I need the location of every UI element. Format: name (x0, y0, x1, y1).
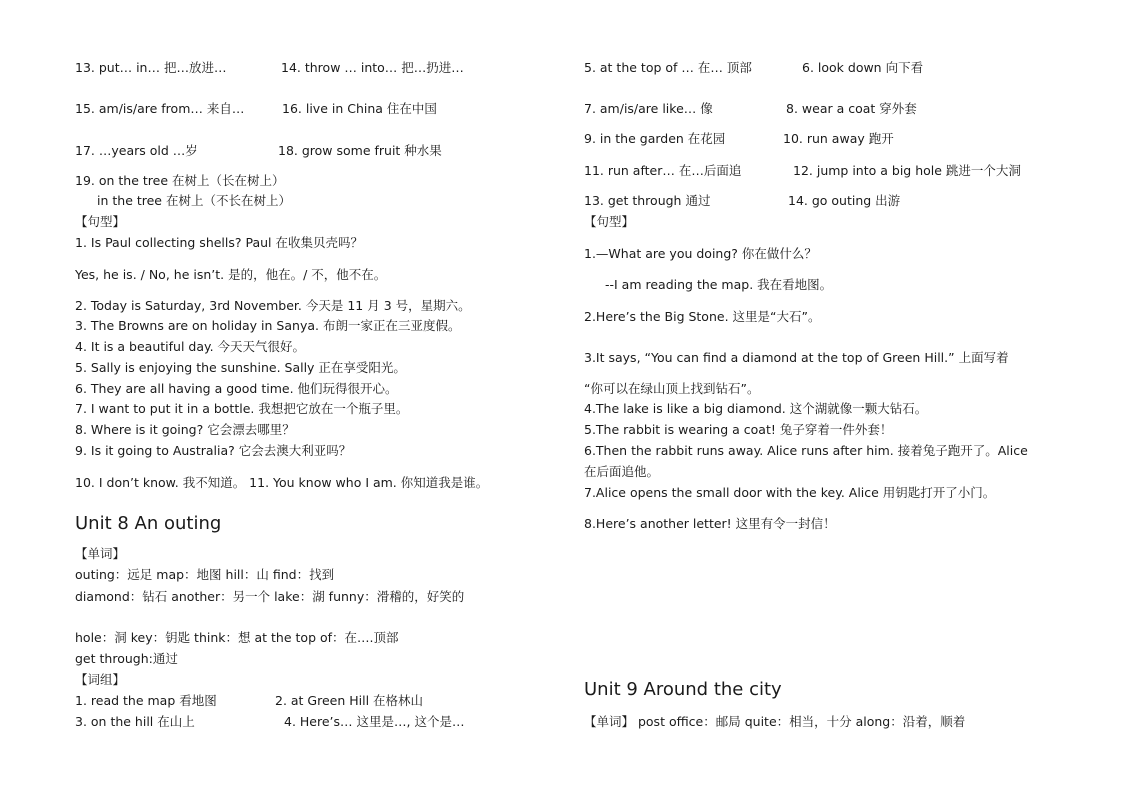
sentence-line: 2. Today is Saturday, 3rd November. 今天是 11 月 3 号，星期六。 (75, 298, 471, 313)
sentence-line: --I am reading the map. 我在看地图。 (605, 277, 833, 292)
section-heading: 【句型】 (75, 214, 126, 229)
phrase-line: 17. …years old …岁 18. grow some fruit 种水果 (75, 143, 442, 158)
vocab-line: hole：洞 key：钥匙 think：想 at the top of：在….顶部 (75, 630, 399, 645)
phrase-line: 13. get through 通过 14. go outing 出游 (584, 193, 901, 208)
vocab-line: diamond：钻石 another：另一个 lake：湖 funny：滑稽的，好笑的 (75, 589, 465, 604)
sentence-line: 在后面追他。 (584, 464, 660, 479)
sentence-line: 6. They are all having a good time. 他们玩得很开心。 (75, 381, 398, 396)
section-heading: 【词组】 (75, 672, 126, 687)
phrase-line: 11. run after… 在…后面追 12. jump into a big hole 跳进一个大洞 (584, 163, 1021, 178)
sentence-line: 4.The lake is like a big diamond. 这个湖就像一颗大钻石。 (584, 401, 928, 416)
sentence-line: 3.It says, “You can find a diamond at the top of Green Hill.” 上面写着 (584, 350, 1009, 365)
sentence-line: 2.Here’s the Big Stone. 这里是“大石”。 (584, 309, 821, 324)
vocab-line: 【单词】 post office：邮局 quite：相当，十分 along：沿着，顺着 (584, 714, 966, 729)
sentence-line: 10. I don’t know. 我不知道。 11. You know who I am. 你知道我是谁。 (75, 475, 489, 490)
sentence-line: 8. Where is it going? 它会漂去哪里？ (75, 422, 295, 437)
sentence-line: 1.—What are you doing? 你在做什么？ (584, 246, 817, 261)
section-heading: 【句型】 (584, 214, 635, 229)
sentence-line: 8.Here’s another letter! 这里有令一封信！ (584, 516, 836, 531)
section-heading: 【单词】 (75, 546, 126, 561)
unit-8-heading: Unit 8 An outing (75, 513, 222, 534)
vocab-line: outing：远足 map：地图 hill：山 find：找到 (75, 567, 335, 582)
sentence-line: 6.Then the rabbit runs away. Alice runs after him. 接着兔子跑开了。Alice (584, 443, 1028, 458)
phrase-line: 15. am/is/are from… 来自… 16. live in China 住在中国 (75, 101, 437, 116)
sentence-line: 4. It is a beautiful day. 今天天气很好。 (75, 339, 306, 354)
phrase-line: 5. at the top of … 在… 顶部 6. look down 向下看 (584, 60, 924, 75)
phrase-line: 3. on the hill 在山上 4. Here’s… 这里是…, 这个是… (75, 714, 465, 729)
sentence-line: Yes, he is. / No, he isn’t. 是的，他在。/ 不，他不在。 (75, 267, 387, 282)
unit-9-heading: Unit 9 Around the city (584, 679, 782, 700)
phrase-line: 13. put… in… 把…放进… 14. throw … into… 把…扔进… (75, 60, 464, 75)
sentence-line: 7.Alice opens the small door with the key. Alice 用钥匙打开了小门。 (584, 485, 996, 500)
sentence-line: “你可以在绿山顶上找到钻石”。 (584, 381, 760, 396)
phrase-line: in the tree 在树上（不长在树上） (97, 193, 291, 208)
sentence-line: 7. I want to put it in a bottle. 我想把它放在一个瓶子里。 (75, 401, 409, 416)
phrase-line: 7. am/is/are like… 像 8. wear a coat 穿外套 (584, 101, 917, 116)
sentence-line: 9. Is it going to Australia? 它会去澳大利亚吗？ (75, 443, 352, 458)
phrase-line: 19. on the tree 在树上（长在树上） (75, 173, 285, 188)
sentence-line: 5.The rabbit is wearing a coat! 兔子穿着一件外套！ (584, 422, 893, 437)
sentence-line: 1. Is Paul collecting shells? Paul 在收集贝壳吗？ (75, 235, 364, 250)
phrase-line: 9. in the garden 在花园 10. run away 跑开 (584, 131, 894, 146)
sentence-line: 3. The Browns are on holiday in Sanya. 布朗一家正在三亚度假。 (75, 318, 461, 333)
phrase-line: 1. read the map 看地图 2. at Green Hill 在格林山 (75, 693, 424, 708)
sentence-line: 5. Sally is enjoying the sunshine. Sally 正在享受阳光。 (75, 360, 406, 375)
vocab-line: get through:通过 (75, 651, 178, 666)
